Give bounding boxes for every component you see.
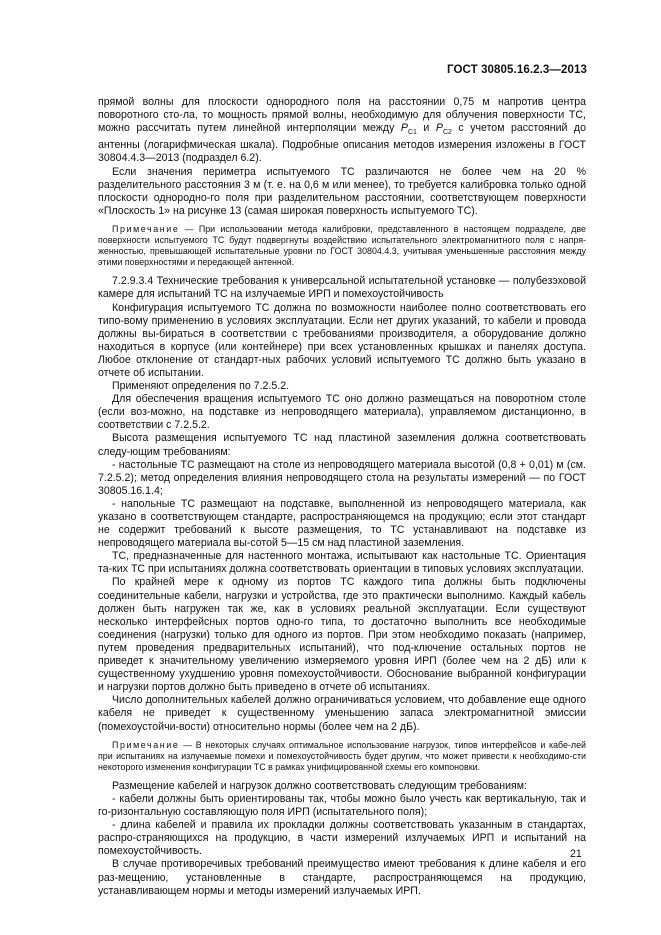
list-item: - напольные ТС размещают на подставке, выполненной из непроводящего материала, как указано в соответствующем стандарте, распространяющемся на продукцию; если этот стандарт не содержит требований к высоте размещения, то ТС устанавливают на подставке из непроводящего материала вы-сотой 5—15 см над пластиной заземления.: [98, 497, 586, 550]
paragraph-text: и: [416, 122, 436, 135]
note: [98, 224, 586, 268]
subscript: C1: [407, 129, 417, 137]
document-header: ГОСТ 30805.16.2.3—2013: [447, 64, 587, 76]
paragraph-text: прямой волны для плоскости однородного поля на расстоянии 0,75 м напротив центра поворотного сто-ла, то мощность прямой волны, необходимую для облучения поверхности ТС, можно рассчитать путем линейной интерполяции между: [98, 96, 586, 135]
paragraph: Число дополнительных кабелей должно ограничиваться условием, что добавление еще одного кабеля не приведет к существенному уменьшению запаса электромагнитной эмиссии (помехоустойчи-вости) относительно нормы (более чем на 2 дБ).: [98, 694, 586, 733]
page-number: 21: [570, 848, 582, 860]
note-label: Примечание: [112, 739, 180, 750]
paragraph: Высота размещения испытуемого ТС над пластиной заземления должна соответствовать следу-ющим требованиям:: [98, 432, 586, 458]
paragraph: 7.2.9.3.4 Технические требования к универсальной испытательной установке — полубезэховой камере для испытаний ТС на излучаемые ИРП и помехоустойчивость: [98, 275, 586, 301]
note-text: — В некоторых случаях оптимальное использование нагрузок, типов интерфейсов и кабе-лей при испытаниях на излучаемые помехи и помехоустойчивость будет другим, что может привести к необходимо-сти некоторого изменения конфигурации ТС в рамках унифицированной схемы его компоновки.: [98, 739, 586, 772]
paragraph: Размещение кабелей и нагрузок должно соответствовать следующим требованиям:: [112, 779, 527, 792]
list-item: - длина кабелей и правила их прокладки должны соответствовать указанным в стандартах, распро-страняющихся на продукцию, в части измерений излучаемых ИРП и испытаний на помехоустойчивость.: [98, 819, 586, 858]
paragraph: Если значения периметра испытуемого ТС различаются не более чем на 20 % разделительного расстояния 3 м (т. е. на 0,6 м или менее), то требуется калибровка только одной плоскости однородно-го поля при разделительном расстоянии, соответствующем поверхности «Плоскость 1» на рисунке 13 (самая широкая поверхность испытуемого ТС).: [98, 165, 586, 217]
paragraph: В случае противоречивых требований преимущество имеют требования к длине кабеля и его раз-мещению, установленные в стандарте, распространяющемся на продукцию, устанавливающем нормы и методы измерений излучаемых ИРП.: [98, 858, 586, 897]
symbol-p: P: [435, 122, 443, 135]
note: [98, 740, 586, 773]
paragraph: [98, 96, 586, 166]
paragraph: Конфигурация испытуемого ТС должна по возможности наиболее полно соответствовать его типо-вому применению в условиях эксплуатации. Если нет других указаний, то кабели и провода должны вы-бираться в соответствии с требованиями производителя, а оборудование должно находиться в корпусе (или контейнере) при всех установленных крышках и панелях доступа. Любое отклонение от стандарт-ных рабочих условий испытуемого ТС должно быть указано в отчете об испытании.: [98, 301, 586, 379]
document-body: [98, 96, 586, 898]
list-item: - настольные ТС размещают на столе из непроводящего материала высотой (0,8 + 0,01) м (см. 7.2.5.2); метод определения влияния непроводящего стола на результаты измерений — по ГОСТ 30805.16.1.4;: [98, 458, 586, 497]
paragraph: ТС, предназначенные для настенного монтажа, испытывают как настольные ТС. Ориентация та-ких ТС при испытаниях должна соответствовать ориентации в типовых условиях эксплуатации.: [98, 550, 586, 576]
paragraph: Применяют определения по 7.2.5.2.: [112, 380, 290, 393]
paragraph-text: с учетом расстояний до антенны (логарифмическая шкала). Подробные описания методов измерения изложены в ГОСТ 30804.4.3—2013 (подраздел 6.2).: [98, 122, 586, 165]
paragraph: Для обеспечения вращения испытуемого ТС оно должно размещаться на поворотном столе (если воз-можно, на подставке из непроводящего материала), управляемом дистанционно, в соответствии с 7.2.5.2.: [98, 393, 586, 432]
note-label: Примечание: [112, 223, 180, 234]
subscript: C2: [442, 129, 452, 137]
paragraph: По крайней мере к одному из портов ТС каждого типа должны быть подключены соединительные кабели, нагрузки и устройства, где это практически выполнимо. Каждый кабель должен быть нагружен так же, как в условиях реальной эксплуатации. Если существуют несколько интерфейсных портов одно-го типа, то достаточно выполнить все необходимые соединения (нагрузки) только для одного из портов. При этом необходимо показать (например, путем проведения предварительных испытаний), что под-ключение остальных портов не приведет к значительному увеличению измеряемого уровня ИРП (более чем на 2 дБ) или к существенному ухудшению уровня помехоустойчивости. Обоснование выбранной конфигурации и нагрузки портов должно быть приведено в отчете об испытаниях.: [98, 576, 586, 694]
note-text: — При использовании метода калибровки, представленного в настоящем подразделе, две поверхности испытуемого ТС будут подвергнуты воздействию испытательного электромагнитного поля с напря-женностью, превышающей испытательные уровни по ГОСТ 30804.4.3, учитывая уменьшенные расстояния между этими поверхностями и передающей антенной.: [98, 223, 586, 268]
list-item: - кабели должны быть ориентированы так, чтобы можно было учесть как вертикальную, так и го-ризонтальную составляющую поля ИРП (испытательного поля);: [98, 792, 586, 819]
symbol-p: P: [400, 122, 408, 135]
